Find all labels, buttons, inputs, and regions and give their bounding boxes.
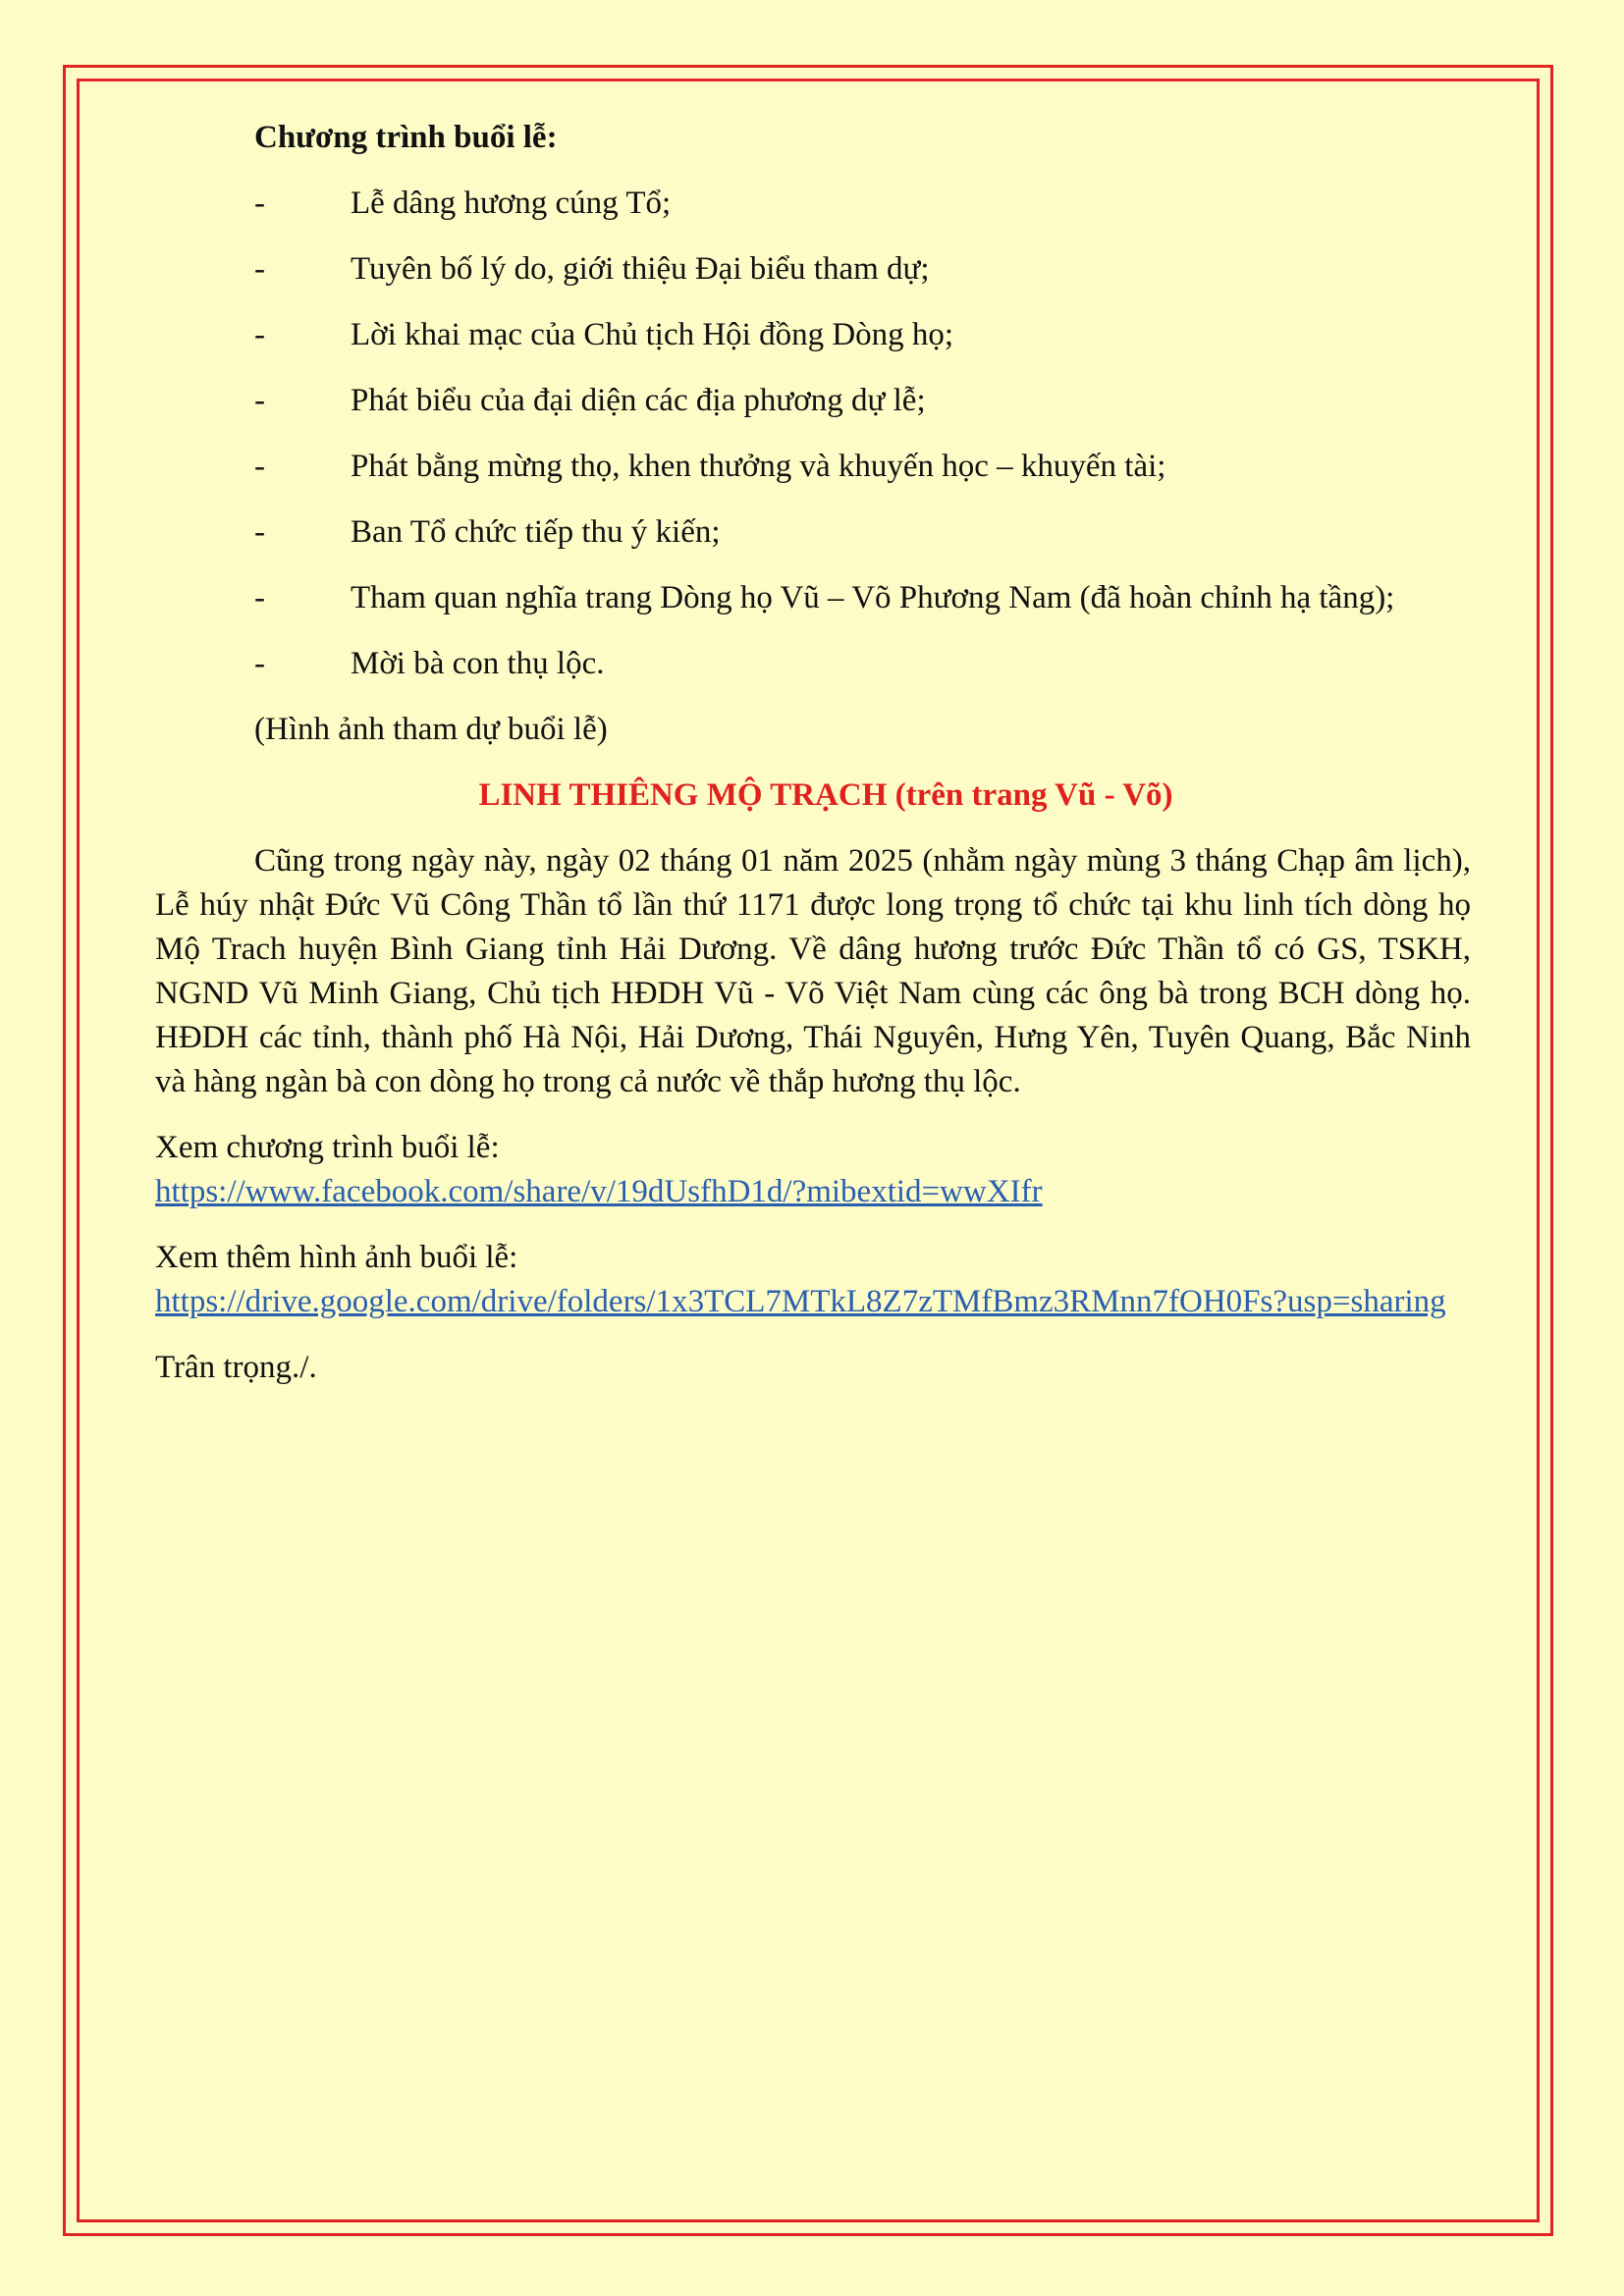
- list-bullet: -: [254, 449, 265, 484]
- list-item-text: Phát bằng mừng thọ, khen thưởng và khuyến học – khuyến tài;: [351, 449, 1166, 484]
- list-bullet: -: [254, 646, 265, 681]
- list-item-text: Tham quan nghĩa trang Dòng họ Vũ – Võ Phương Nam (đã hoàn chỉnh hạ tầng);: [351, 580, 1395, 615]
- list-bullet: -: [254, 251, 265, 287]
- section-paragraph: Cũng trong ngày này, ngày 02 tháng 01 năm 2025 (nhằm ngày mùng 3 tháng Chạp âm lịch), Lễ húy nhật Đức Vũ Công Thần tổ lần thứ 1171 được long trọng tổ chức tại khu linh tích dòng họ Mộ Trach huyện Bình Giang tỉnh Hải Dương. Về dâng hương trước Đức Thần tổ có GS, TSKH, NGND Vũ Minh Giang, Chủ tịch HĐDH Vũ - Võ Việt Nam cùng các ông bà trong BCH dòng họ. HĐDH các tỉnh, thành phố Hà Nội, Hải Dương, Thái Nguyên, Hưng Yên, Tuyên Quang, Bắc Ninh và hàng ngàn bà con dòng họ trong cả nước về thắp hương thụ lộc.: [155, 843, 1471, 1099]
- list-item: [155, 247, 1471, 292]
- document-body: [155, 116, 1471, 1390]
- closing-text: Trân trọng./.: [155, 1350, 317, 1385]
- list-item: [155, 313, 1471, 357]
- list-item: [155, 642, 1471, 686]
- video-link[interactable]: https://www.facebook.com/share/v/19dUsfhD1d/?mibextid=wwXIfr: [155, 1174, 1043, 1209]
- list-item: [155, 182, 1471, 226]
- photos-link[interactable]: https://drive.google.com/drive/folders/1x3TCL7MTkL8Z7zTMfBmz3RMnn7fOH0Fs?usp=sharing: [155, 1284, 1446, 1319]
- list-item: [155, 445, 1471, 489]
- list-item-text: Tuyên bố lý do, giới thiệu Đại biểu tham dự;: [351, 251, 930, 287]
- list-bullet: -: [254, 514, 265, 550]
- list-item: [155, 510, 1471, 555]
- photo-caption: (Hình ảnh tham dự buổi lễ): [254, 712, 608, 747]
- list-item: [155, 379, 1471, 423]
- list-bullet: -: [254, 383, 265, 418]
- list-item-text: Lời khai mạc của Chủ tịch Hội đồng Dòng họ;: [351, 317, 954, 352]
- video-link-label: Xem chương trình buổi lễ:: [155, 1130, 500, 1165]
- photos-link-block: [155, 1236, 1471, 1324]
- list-item-text: Mời bà con thụ lộc.: [351, 646, 605, 681]
- list-bullet: -: [254, 186, 265, 221]
- list-item-text: Lễ dâng hương cúng Tổ;: [351, 186, 672, 221]
- list-item-text: Phát biểu của đại diện các địa phương dự lễ;: [351, 383, 926, 418]
- list-item-text: Ban Tổ chức tiếp thu ý kiến;: [351, 514, 721, 550]
- photos-link-label: Xem thêm hình ảnh buổi lễ:: [155, 1240, 518, 1275]
- list-bullet: -: [254, 580, 265, 615]
- list-item: [155, 576, 1471, 620]
- list-bullet: -: [254, 317, 265, 352]
- section-title: LINH THIÊNG MỘ TRẠCH (trên trang Vũ - Võ): [478, 777, 1173, 813]
- program-heading: Chương trình buổi lễ:: [254, 120, 558, 155]
- program-list: [155, 182, 1471, 686]
- video-link-block: [155, 1126, 1471, 1214]
